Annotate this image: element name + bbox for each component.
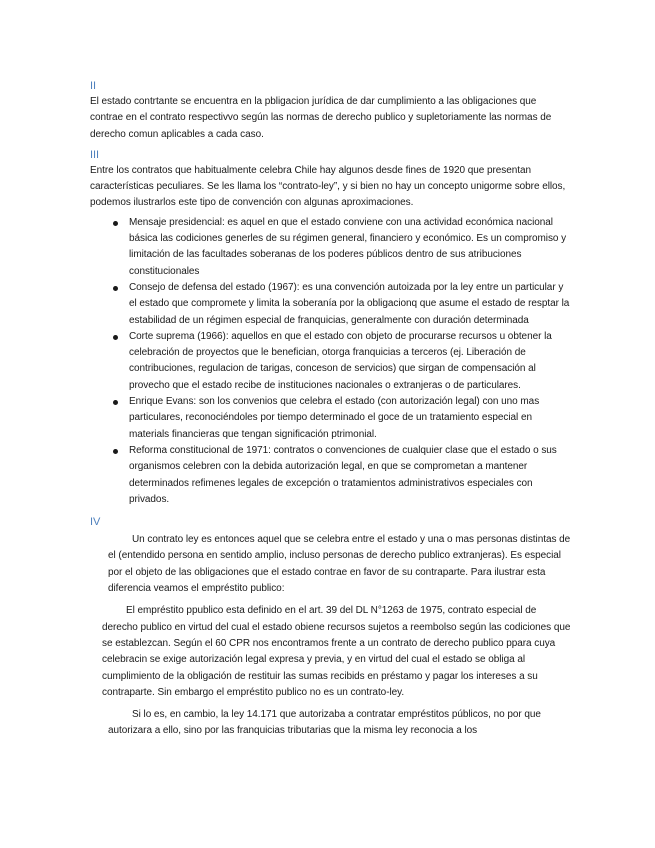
section-heading-ii: II <box>90 80 97 92</box>
section-heading-iii: III <box>90 148 100 161</box>
list-item-text: Corte suprema (1966): aquellos en que el estado con objeto de procurarse recursos u obtener la celebración de proyectos que le benefician, otorga franquicias a terceros (ej. Liberación de contribuciones, regulacion de tarigas, conceson de servicios) que sirgan de compensación al provecho que el estado recibe de instituciones nacionales o extranjeras o de particulares. <box>129 330 552 391</box>
list-item-text: Consejo de defensa del estado (1967): es una convención autoizada por la ley entre un particular y el estado que compromete y limita la soberanía por la obligacionq que asume el estado de resptar la estabilidad de un régimen especial de franquicias, generalmente con duración determinada <box>129 281 570 326</box>
paragraph-ii: El estado contrtante se encuentra en la pbligacion jurídica de dar cumplimiento a las obligaciones que contrae en el contrato respectivvo según las normas de derecho publico y supletoriamente las normas de derecho comun aplicables a cada caso. <box>90 96 552 140</box>
list-item <box>90 215 572 280</box>
paragraph-iii-intro: Entre los contratos que habitualmente celebra Chile hay algunos desde fines de 1920 que presentan características peculiares. Se les llama los “contrato-ley”, y si bien no hay un concepto unigorme sobre ellos, podemos ilustrarlos este tipo de convención con algunas aproximaciones. <box>90 164 566 209</box>
list-item-text: Mensaje presidencial: es aquel en que el estado conviene con una actividad económica nacional básica las codiciones generles de su régimen general, financiero y económico. Es un compromiso y limitación de las facultades soberanas de los poderes públicos dentro de sus atribuciones constitucionales <box>129 216 567 277</box>
list-item <box>90 280 572 329</box>
definitions-list <box>90 215 572 508</box>
document-body <box>90 78 572 740</box>
bullet-icon <box>113 221 118 226</box>
bullet-icon <box>113 335 118 340</box>
list-item <box>90 394 572 443</box>
list-item <box>90 329 572 394</box>
bullet-icon <box>113 286 118 291</box>
paragraph-iv-2: El empréstito ppublico esta definido en el art. 39 del DL N°1263 de 1975, contrato especial de derecho publico en virtud del cual el estado obiene recursos sujetos a reembolso según las codiciones que se establezcan. Según el 60 CPR nos encontramos frente a un contrato de derecho publico ppara cuya celebracin se exige autorización legal expresa y previa, y en virtud del cual el estado se obliga al cumplimiento de la obligación de restituir las sumas recibids en préstamo y pagar los intereses a su contraparte. Sin embargo el empréstito publico no es un contrato-ley. <box>102 605 571 698</box>
section-heading-iv: IV <box>90 516 101 529</box>
list-item <box>90 443 572 508</box>
paragraph-iv-1: Un contrato ley es entonces aquel que se celebra entre el estado y una o mas personas distintas de el (entendido persona en sentido amplio, incluso personas de derecho publico extranjeras). Es especial por el objeto de las obligaciones que el estado contrae en favor de su contraparte. Para ilustrar esta diferencia veamos el empréstito publico: <box>108 534 571 595</box>
paragraph-iv-3: Si lo es, en cambio, la ley 14.171 que autorizaba a contratar empréstitos públicos, no por que autorizara a ello, sino por las franquicias tributarias que la misma ley reconocia a los <box>108 709 541 737</box>
bullet-icon <box>113 400 118 405</box>
list-item-text: Reforma constitucional de 1971: contratos o convenciones de cualquier clase que el estado o sus organismos celebren con la debida autorización legal, en que se comprometan a mantener determinados refimenes legales de excepción o tratamientos administrativos especiales con privados. <box>129 444 557 505</box>
list-item-text: Enrique Evans: son los convenios que celebra el estado (con autorización legal) con uno mas particulares, reconociéndoles por tiempo determinado el goce de un tratamiento especial en materials financieras que tengan significación ptrimonial. <box>129 396 540 440</box>
bullet-icon <box>113 449 118 454</box>
